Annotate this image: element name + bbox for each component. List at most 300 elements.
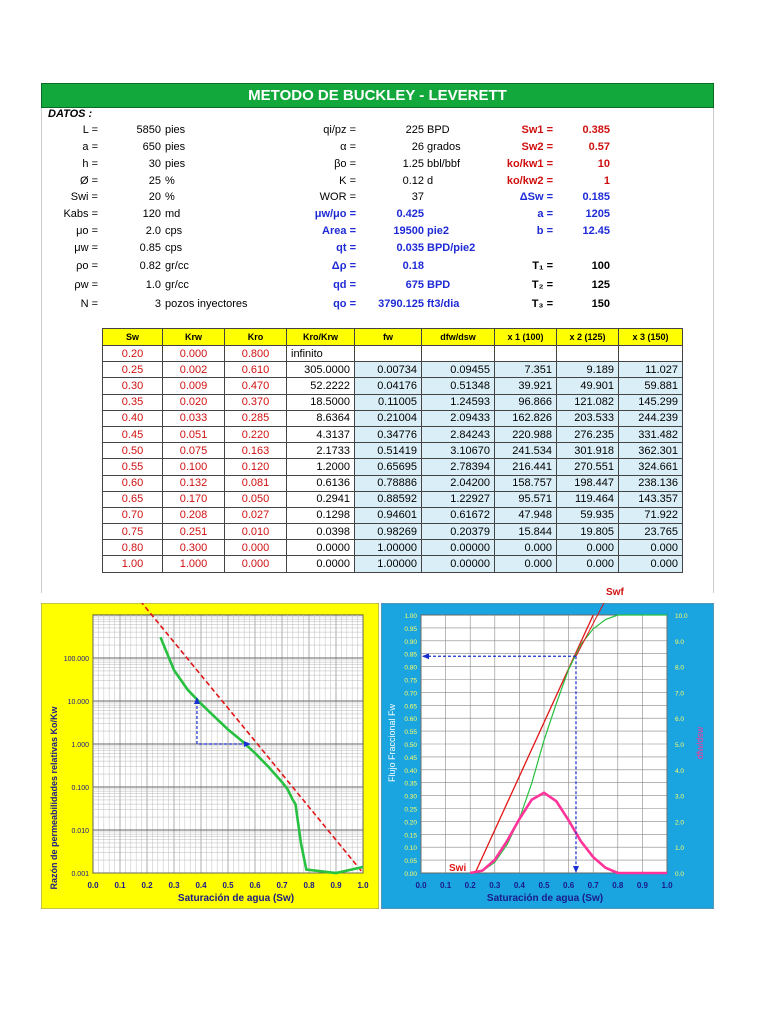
datos-label: DATOS :	[48, 108, 93, 120]
y-tick-label: 1.000	[71, 742, 89, 749]
param-unit: gr/cc	[165, 279, 189, 291]
x-tick-label: 0.2	[464, 881, 476, 890]
y-tick-label: 100.000	[63, 656, 89, 663]
table-cell: 203.533	[557, 410, 619, 426]
param-label: K =	[339, 175, 356, 187]
param-value: 675	[405, 279, 424, 291]
y2-tick-label: 8.0	[675, 664, 685, 672]
param-label: L =	[82, 124, 98, 136]
table-row	[103, 540, 683, 556]
table-cell: 198.447	[557, 475, 619, 491]
table-cell	[355, 346, 422, 362]
table-row	[103, 410, 683, 426]
table-cell: 145.299	[619, 394, 683, 410]
param-value: 0.85	[139, 242, 161, 254]
table-cell: 0.0000	[287, 556, 355, 572]
param-value: 125	[591, 279, 610, 291]
fractional-flow-chart	[381, 603, 714, 909]
table-cell: 0.00734	[355, 362, 422, 378]
table-cell	[422, 346, 495, 362]
y-axis-label: Razón de permeabilidades relativas Ko/Kw	[49, 706, 59, 890]
table-cell: 59.935	[557, 507, 619, 523]
table-cell: 0.010	[225, 524, 287, 540]
param-value: 100	[591, 260, 610, 272]
table-cell: 238.136	[619, 475, 683, 491]
table-cell: 216.441	[495, 459, 557, 475]
table-cell: 0.009	[163, 378, 225, 394]
table-cell: 0.75	[103, 524, 163, 540]
x-tick-label: 1.0	[357, 881, 369, 890]
param-label: b =	[536, 225, 553, 237]
table-row	[103, 507, 683, 523]
param-value: 1205	[585, 208, 610, 220]
y2-tick-label: 2.0	[675, 819, 685, 827]
table-cell: 0.40	[103, 410, 163, 426]
y-tick-label: 0.25	[404, 806, 417, 814]
swi-label: Swi	[449, 863, 467, 874]
param-label: Sw2 =	[521, 141, 553, 153]
y2-tick-label: 6.0	[675, 716, 685, 724]
x-tick-label: 1.0	[661, 881, 673, 890]
x-tick-label: 0.4	[513, 881, 525, 890]
table-cell: 11.027	[619, 362, 683, 378]
table-cell: 52.2222	[287, 378, 355, 394]
table-cell: 0.25	[103, 362, 163, 378]
table-cell: 0.100	[163, 459, 225, 475]
y-tick-label: 0.80	[404, 664, 417, 672]
table-cell: 0.002	[163, 362, 225, 378]
y2-tick-label: 9.0	[675, 638, 685, 646]
y-tick-label: 0.60	[404, 716, 417, 724]
param-value: 5850	[136, 124, 161, 136]
table-header-cell: Kro/Krw	[287, 329, 355, 346]
table-cell: 0.1298	[287, 507, 355, 523]
table-cell: 220.988	[495, 426, 557, 442]
table-cell: 0.000	[225, 540, 287, 556]
y-tick-label: 0.55	[404, 729, 417, 737]
table-cell: 0.120	[225, 459, 287, 475]
param-unit: cps	[165, 242, 183, 254]
y-tick-label: 0.30	[404, 793, 417, 801]
y2-axis-label: dfw/dsw	[695, 726, 705, 760]
table-cell: 0.000	[557, 556, 619, 572]
table-cell: 0.45	[103, 426, 163, 442]
table-cell: 0.11005	[355, 394, 422, 410]
param-value: 0.425	[396, 208, 424, 220]
table-cell: 0.163	[225, 443, 287, 459]
param-label: a =	[537, 208, 553, 220]
table-cell: 0.000	[163, 346, 225, 362]
x-tick-label: 0.5	[222, 881, 234, 890]
param-label: qi/pz =	[323, 124, 356, 136]
table-cell: 2.09433	[422, 410, 495, 426]
table-cell: 59.881	[619, 378, 683, 394]
y2-tick-label: 7.0	[675, 690, 685, 698]
table-header-row	[103, 329, 683, 346]
param-label: βo =	[334, 158, 356, 170]
table-cell: 0.132	[163, 475, 225, 491]
param-label: Δρ =	[331, 260, 356, 272]
param-value: 650	[142, 141, 161, 153]
param-unit: %	[165, 191, 175, 203]
y-tick-label: 0.20	[404, 819, 417, 827]
param-label: Area =	[322, 225, 356, 237]
param-label: ρw =	[74, 279, 98, 291]
x-axis-label: Saturación de agua (Sw)	[486, 893, 604, 904]
table-cell: 47.948	[495, 507, 557, 523]
page-title: METODO DE BUCKLEY - LEVERETT	[41, 83, 714, 108]
table-cell: 3.10670	[422, 443, 495, 459]
table-cell: 2.1733	[287, 443, 355, 459]
y2-tick-label: 4.0	[675, 767, 685, 775]
table-cell	[495, 346, 557, 362]
table-cell: 121.082	[557, 394, 619, 410]
table-cell	[619, 346, 683, 362]
table-cell: 23.765	[619, 524, 683, 540]
table-cell: 0.027	[225, 507, 287, 523]
table-cell: 2.04200	[422, 475, 495, 491]
table-row	[103, 426, 683, 442]
table-cell: 0.61672	[422, 507, 495, 523]
table-cell: 158.757	[495, 475, 557, 491]
param-label: μw/μo =	[314, 208, 356, 220]
table-row	[103, 459, 683, 475]
param-value: 120	[142, 208, 161, 220]
x-tick-label: 0.4	[195, 881, 207, 890]
table-cell: 1.00000	[355, 540, 422, 556]
table-cell: 49.901	[557, 378, 619, 394]
param-value: 1.0	[145, 279, 161, 291]
table-cell: 0.50	[103, 443, 163, 459]
table-cell: 39.921	[495, 378, 557, 394]
table-cell: 0.35	[103, 394, 163, 410]
param-label: ko/kw2 =	[506, 175, 553, 187]
table-cell	[557, 346, 619, 362]
table-cell: 0.208	[163, 507, 225, 523]
ko-kw-chart	[41, 603, 379, 909]
x-tick-label: 0.7	[587, 881, 599, 890]
table-cell: 244.239	[619, 410, 683, 426]
x-tick-label: 0.3	[489, 881, 501, 890]
param-value: 0.18	[402, 260, 424, 272]
x-tick-label: 0.0	[87, 881, 99, 890]
x-tick-label: 0.1	[114, 881, 126, 890]
table-cell: 0.60	[103, 475, 163, 491]
table-cell: 0.370	[225, 394, 287, 410]
y-tick-label: 0.40	[404, 767, 417, 775]
param-label: Kabs =	[63, 208, 98, 220]
param-unit: gr/cc	[165, 260, 189, 272]
table-cell: 331.482	[619, 426, 683, 442]
param-unit: BPD	[427, 279, 451, 291]
table-cell: 1.00000	[355, 556, 422, 572]
table-row	[103, 394, 683, 410]
table-row	[103, 524, 683, 540]
param-value: 150	[591, 298, 610, 310]
table-cell: 0.251	[163, 524, 225, 540]
table-cell: 0.65	[103, 491, 163, 507]
y-tick-label: 0.95	[404, 625, 417, 633]
table-cell: 0.6136	[287, 475, 355, 491]
table-cell: 241.534	[495, 443, 557, 459]
y-tick-label: 0.35	[404, 780, 417, 788]
table-cell: 4.3137	[287, 426, 355, 442]
param-value: 1	[603, 175, 610, 187]
x-tick-label: 0.8	[612, 881, 624, 890]
param-unit: pie2	[427, 225, 450, 237]
table-row	[103, 346, 683, 362]
y-tick-label: 0.05	[404, 858, 417, 866]
table-cell: 71.922	[619, 507, 683, 523]
table-header-cell: Sw	[103, 329, 163, 346]
table-cell: 270.551	[557, 459, 619, 475]
param-label: h =	[82, 158, 98, 170]
x-tick-label: 0.8	[303, 881, 315, 890]
param-unit: pies	[165, 141, 186, 153]
table-cell: 2.84243	[422, 426, 495, 442]
param-value: 10	[597, 158, 610, 170]
table-cell: 301.918	[557, 443, 619, 459]
table-cell: 0.94601	[355, 507, 422, 523]
param-value: 25	[148, 175, 161, 187]
x-tick-label: 0.3	[168, 881, 180, 890]
table-cell: 0.033	[163, 410, 225, 426]
table-cell: 0.470	[225, 378, 287, 394]
table-cell: 0.98269	[355, 524, 422, 540]
table-cell: 0.21004	[355, 410, 422, 426]
y-tick-label: 0.010	[71, 828, 89, 835]
table-cell: 1.24593	[422, 394, 495, 410]
param-label: Sw1 =	[521, 124, 553, 136]
table-cell: 0.0398	[287, 524, 355, 540]
param-label: a =	[82, 141, 98, 153]
table-header-cell: x 3 (150)	[619, 329, 683, 346]
x-tick-label: 0.2	[141, 881, 153, 890]
y-tick-label: 0.65	[404, 703, 417, 711]
table-cell: 15.844	[495, 524, 557, 540]
table-cell: 0.000	[495, 540, 557, 556]
table-cell: infinito	[287, 346, 355, 362]
table-cell: 0.65695	[355, 459, 422, 475]
table-header-cell: x 2 (125)	[557, 329, 619, 346]
table-cell: 0.51348	[422, 378, 495, 394]
param-value: 30	[148, 158, 161, 170]
y-tick-label: 0.70	[404, 690, 417, 698]
param-label: WOR =	[319, 191, 356, 203]
param-unit: BPD	[427, 124, 450, 136]
table-cell: 0.20379	[422, 524, 495, 540]
x-tick-label: 0.0	[415, 881, 427, 890]
param-label: α =	[340, 141, 356, 153]
param-label: qd =	[333, 279, 356, 291]
table-cell: 0.00000	[422, 540, 495, 556]
table-cell: 305.0000	[287, 362, 355, 378]
table-cell: 0.300	[163, 540, 225, 556]
param-unit: d	[427, 175, 434, 187]
param-label: ΔSw =	[519, 191, 553, 203]
y-tick-label: 0.50	[404, 742, 417, 749]
table-cell: 95.571	[495, 491, 557, 507]
x-tick-label: 0.6	[249, 881, 261, 890]
table-row	[103, 475, 683, 491]
param-unit: %	[165, 175, 175, 187]
x-tick-label: 0.7	[276, 881, 288, 890]
y-tick-label: 0.85	[404, 651, 417, 659]
y-tick-label: 0.00	[404, 871, 417, 878]
param-label: μw =	[74, 242, 98, 254]
table-cell: 276.235	[557, 426, 619, 442]
table-cell: 162.826	[495, 410, 557, 426]
x-tick-label: 0.9	[636, 881, 648, 890]
param-value: 37	[411, 191, 424, 203]
y2-tick-label: 3.0	[675, 793, 685, 801]
param-value: 0.185	[582, 191, 610, 203]
param-value: 0.12	[402, 175, 424, 187]
param-value: 0.385	[582, 124, 610, 136]
y-tick-label: 0.15	[404, 832, 417, 840]
table-cell: 0.051	[163, 426, 225, 442]
param-unit: cps	[165, 225, 183, 237]
param-label: T₁ =	[532, 260, 553, 272]
table-cell: 0.220	[225, 426, 287, 442]
table-cell: 0.09455	[422, 362, 495, 378]
param-label: μo =	[76, 225, 98, 237]
param-label: Swi =	[70, 191, 98, 203]
y-tick-label: 0.100	[71, 785, 89, 792]
table-cell: 7.351	[495, 362, 557, 378]
y-tick-label: 0.45	[404, 754, 417, 762]
param-unit: pozos inyectores	[165, 298, 248, 310]
table-cell: 0.78886	[355, 475, 422, 491]
param-value: 3790.125	[378, 298, 424, 310]
swf-label: Swf	[606, 587, 624, 598]
table-header-cell: x 1 (100)	[495, 329, 557, 346]
table-header-cell: fw	[355, 329, 422, 346]
param-unit: pies	[165, 158, 186, 170]
table-cell: 0.88592	[355, 491, 422, 507]
table-header-cell: Krw	[163, 329, 225, 346]
table-cell: 0.170	[163, 491, 225, 507]
table-cell: 9.189	[557, 362, 619, 378]
param-value: 1.25	[402, 158, 424, 170]
x-axis-label: Saturación de agua (Sw)	[177, 893, 295, 904]
table-cell: 0.081	[225, 475, 287, 491]
table-cell: 0.075	[163, 443, 225, 459]
table-cell: 0.020	[163, 394, 225, 410]
param-value: 0.82	[139, 260, 161, 272]
param-unit: md	[165, 208, 181, 220]
param-label: Ø =	[79, 175, 98, 187]
param-value: 20	[148, 191, 161, 203]
param-value: 0.035	[396, 242, 424, 254]
param-value: 12.45	[582, 225, 610, 237]
table-cell: 1.2000	[287, 459, 355, 475]
y-tick-label: 1.00	[404, 613, 417, 620]
table-cell: 0.050	[225, 491, 287, 507]
param-label: qo =	[333, 298, 356, 310]
table-cell: 1.00	[103, 556, 163, 572]
param-value: 3	[154, 298, 161, 310]
table-cell: 0.0000	[287, 540, 355, 556]
table-cell: 0.000	[619, 556, 683, 572]
param-value: 2.0	[145, 225, 161, 237]
table-row	[103, 556, 683, 572]
y-axis-label: Flujo Fraccional Fw	[387, 703, 397, 783]
table-cell: 0.000	[557, 540, 619, 556]
param-unit: ft3/dia	[427, 298, 460, 310]
table-cell: 0.000	[619, 540, 683, 556]
param-label: ρo =	[76, 260, 98, 272]
y2-tick-label: 0.0	[675, 871, 685, 878]
table-cell: 19.805	[557, 524, 619, 540]
x-tick-label: 0.9	[330, 881, 342, 890]
y-tick-label: 0.90	[404, 638, 417, 646]
table-cell: 2.78394	[422, 459, 495, 475]
param-label: ko/kw1 =	[506, 158, 553, 170]
table-header-cell: dfw/dsw	[422, 329, 495, 346]
results-table	[102, 328, 683, 573]
param-label: qt =	[336, 242, 356, 254]
table-cell: 0.20	[103, 346, 163, 362]
y-tick-label: 0.75	[404, 677, 417, 685]
table-cell: 0.51419	[355, 443, 422, 459]
table-row	[103, 378, 683, 394]
table-cell: 0.80	[103, 540, 163, 556]
table-cell: 324.661	[619, 459, 683, 475]
table-cell: 0.70	[103, 507, 163, 523]
table-cell: 1.000	[163, 556, 225, 572]
table-row	[103, 362, 683, 378]
table-cell: 0.610	[225, 362, 287, 378]
param-unit: pies	[165, 124, 186, 136]
table-cell: 0.285	[225, 410, 287, 426]
table-row	[103, 491, 683, 507]
param-value: 19500	[393, 225, 424, 237]
y2-tick-label: 5.0	[675, 742, 685, 749]
param-label: T₃ =	[531, 298, 553, 310]
table-cell: 8.6364	[287, 410, 355, 426]
table-cell: 0.34776	[355, 426, 422, 442]
table-cell: 96.866	[495, 394, 557, 410]
table-cell: 0.000	[495, 556, 557, 572]
y2-tick-label: 1.0	[675, 845, 685, 853]
table-cell: 1.22927	[422, 491, 495, 507]
param-label: T₂ =	[531, 279, 553, 291]
table-cell: 0.000	[225, 556, 287, 572]
table-cell: 0.30	[103, 378, 163, 394]
y-tick-label: 10.000	[67, 699, 89, 706]
y-tick-label: 0.10	[404, 845, 417, 853]
table-cell: 0.2941	[287, 491, 355, 507]
table-cell: 0.800	[225, 346, 287, 362]
param-unit: BPD/pie2	[427, 242, 476, 254]
x-tick-label: 0.5	[538, 881, 550, 890]
x-tick-label: 0.6	[563, 881, 575, 890]
table-row	[103, 443, 683, 459]
table-cell: 0.00000	[422, 556, 495, 572]
y-tick-label: 0.001	[71, 871, 89, 878]
param-unit: grados	[427, 141, 461, 153]
table-cell: 119.464	[557, 491, 619, 507]
param-label: N =	[80, 298, 98, 310]
param-value: 26	[411, 141, 424, 153]
x-tick-label: 0.1	[440, 881, 452, 890]
table-cell: 143.357	[619, 491, 683, 507]
table-cell: 0.55	[103, 459, 163, 475]
table-header-cell: Kro	[225, 329, 287, 346]
table-cell: 362.301	[619, 443, 683, 459]
table-body	[103, 346, 683, 573]
